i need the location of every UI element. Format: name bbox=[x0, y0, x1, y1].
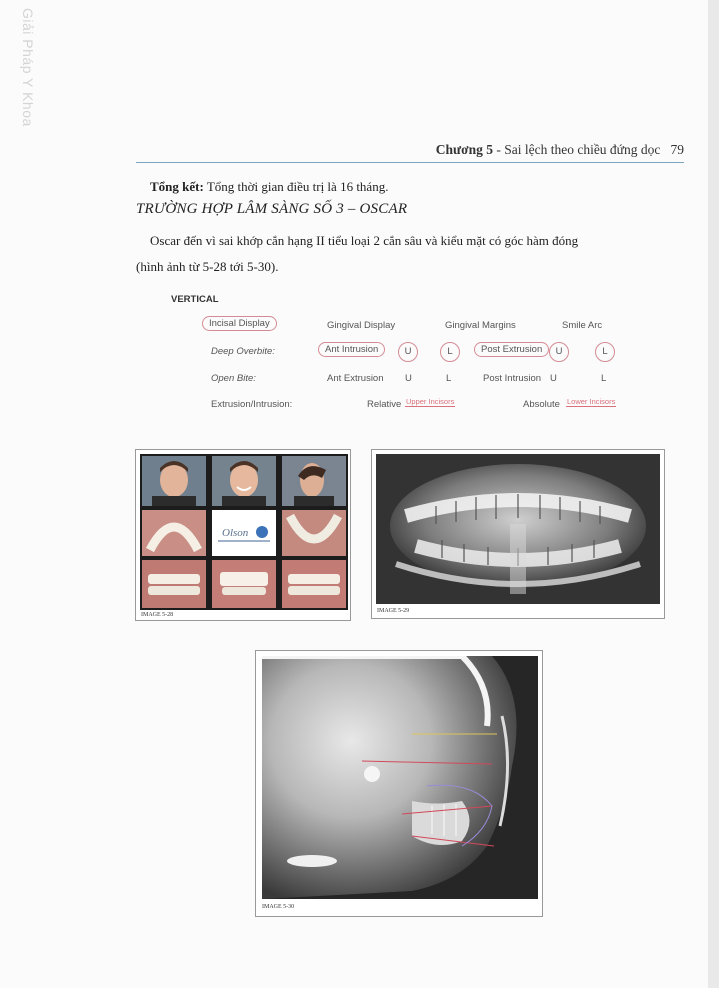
relative-label: Relative bbox=[367, 399, 402, 410]
post-extrusion-label: Post Extrusion bbox=[474, 342, 549, 357]
lower-occlusal-photo bbox=[282, 510, 346, 556]
clinical-photo-collage bbox=[140, 454, 348, 610]
ant-extrusion-label: Ant Extrusion bbox=[327, 373, 384, 384]
post-extrusion-l-mark: L bbox=[595, 342, 615, 362]
post-intrusion-label: Post Intrusion bbox=[483, 373, 542, 384]
figure-5-29 bbox=[371, 449, 665, 619]
open-bite-u: U bbox=[405, 373, 412, 384]
face-frontal-photo bbox=[142, 456, 206, 506]
figure-5-29-caption: IMAGE 5-29 bbox=[377, 608, 410, 614]
figure-5-30 bbox=[255, 650, 543, 917]
absolute-label: Absolute bbox=[523, 399, 560, 410]
clinic-logo bbox=[212, 510, 276, 556]
summary-text: Tổng thời gian điều trị là 16 tháng. bbox=[203, 179, 389, 194]
watermark: Giải Pháp Y Khoa bbox=[20, 8, 36, 127]
chapter-label: Chương 5 bbox=[435, 142, 493, 157]
face-smile-photo bbox=[212, 456, 276, 506]
figure-5-30-caption: IMAGE 5-30 bbox=[262, 904, 295, 910]
post-intrusion-l: L bbox=[601, 373, 607, 384]
open-bite-label: Open Bite: bbox=[211, 373, 256, 384]
frontal-intraoral-photo bbox=[212, 560, 276, 608]
ant-intrusion-label: Ant Intrusion bbox=[318, 342, 385, 357]
right-buccal-photo bbox=[142, 560, 206, 608]
page-number: 79 bbox=[670, 142, 684, 157]
open-bite-l: L bbox=[446, 373, 452, 384]
header-separator: - bbox=[492, 142, 505, 157]
case-title: TRƯỜNG HỢP LÂM SÀNG SỐ 3 – OSCAR bbox=[136, 201, 408, 217]
svg-text:Olson: Olson bbox=[222, 527, 249, 539]
summary-line bbox=[150, 179, 388, 195]
incisal-display-label: Incisal Display bbox=[202, 316, 277, 331]
left-buccal-photo bbox=[282, 560, 346, 608]
deep-overbite-l-mark: L bbox=[440, 342, 460, 362]
absolute-note: Lower Incisors bbox=[567, 397, 616, 406]
panoramic-xray bbox=[376, 454, 660, 604]
paragraph-line-1: Oscar đến vì sai khớp cắn hạng II tiểu loại 2 cắn sâu và kiểu mặt có góc hàm đóng bbox=[150, 233, 579, 248]
upper-occlusal-photo bbox=[142, 510, 206, 556]
case-paragraph bbox=[136, 228, 696, 280]
face-profile-photo bbox=[282, 456, 346, 506]
chapter-title: Sai lệch theo chiều đứng dọc bbox=[504, 142, 661, 157]
smile-arc-label: Smile Arc bbox=[562, 320, 603, 331]
figure-5-28 bbox=[135, 449, 351, 621]
relative-note: Upper Incisors bbox=[406, 397, 455, 406]
cephalometric-xray bbox=[262, 656, 538, 899]
extrusion-intrusion-label: Extrusion/Intrusion: bbox=[211, 399, 293, 410]
vertical-heading: VERTICAL bbox=[171, 294, 219, 305]
running-header bbox=[136, 142, 684, 162]
deep-overbite-u-mark: U bbox=[398, 342, 418, 362]
deep-overbite-label: Deep Overbite: bbox=[211, 346, 275, 357]
post-intrusion-u: U bbox=[550, 373, 557, 384]
paragraph-line-2: (hình ảnh từ 5-28 tới 5-30). bbox=[136, 259, 279, 274]
post-extrusion-u-mark: U bbox=[549, 342, 569, 362]
figure-5-28-caption: IMAGE 5-28 bbox=[141, 612, 174, 618]
summary-label: Tổng kết: bbox=[150, 179, 204, 194]
header-rule bbox=[136, 162, 684, 163]
gingival-margins-label: Gingival Margins bbox=[445, 320, 516, 331]
gingival-display-label: Gingival Display bbox=[327, 320, 396, 331]
